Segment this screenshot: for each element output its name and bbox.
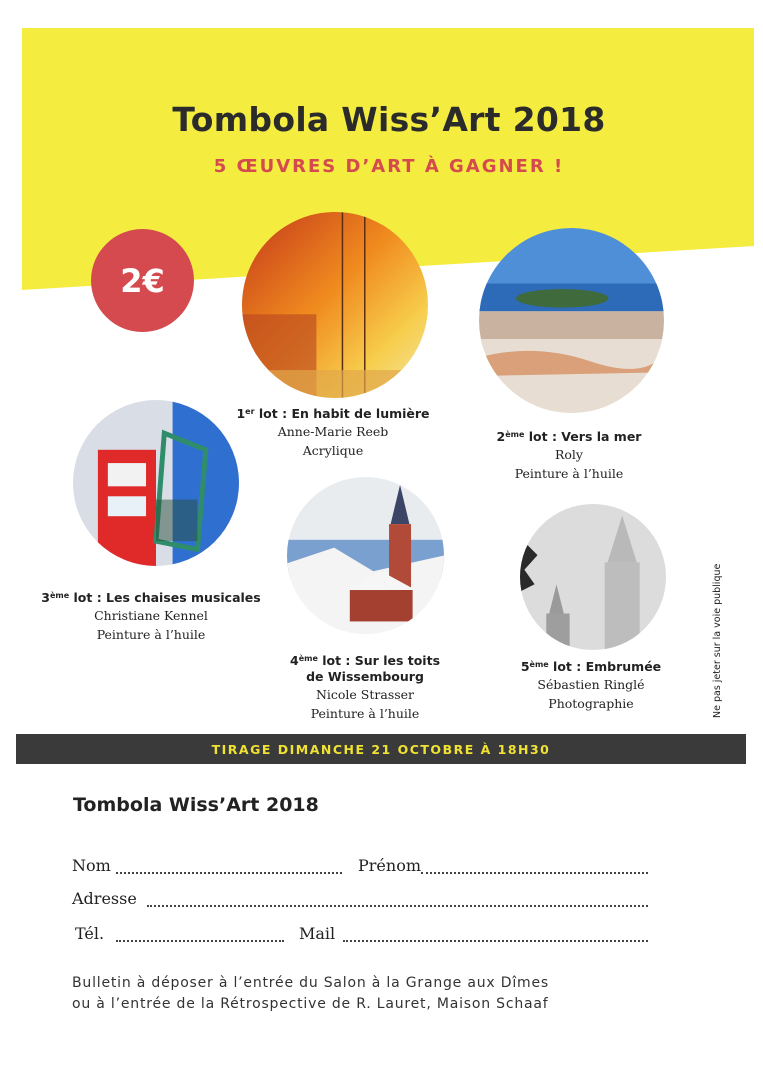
lot-5-image	[520, 504, 666, 650]
lot-4-title: 4ème lot : Sur les toits	[289, 653, 441, 668]
lot-3-caption	[40, 588, 262, 644]
lot-5-caption	[498, 657, 684, 713]
footer-line-1: Bulletin à déposer à l’entrée du Salon à la Grange aux Dîmes	[72, 975, 549, 991]
mail-field[interactable]	[343, 938, 648, 942]
lot-3-title: 3ème lot : Les chaises musicales	[41, 590, 261, 605]
lot-1-title: 1er lot : En habit de lumière	[236, 406, 430, 421]
lot-2-artist: Roly	[555, 447, 583, 462]
adresse-field[interactable]	[147, 903, 648, 907]
lot-1-technique: Acrylique	[302, 443, 364, 458]
lot-5-technique: Photographie	[548, 696, 634, 711]
lot-3-image	[73, 400, 239, 566]
price-badge	[91, 229, 194, 332]
nom-label: Nom	[72, 856, 111, 875]
lot-2-technique: Peinture à l’huile	[514, 466, 624, 481]
page-subtitle: 5 ŒUVRES D’ART À GAGNER !	[213, 156, 565, 177]
lot-1-caption	[228, 404, 438, 460]
draw-banner	[16, 734, 746, 764]
lot-5-artist: Sébastien Ringlé	[537, 677, 645, 692]
lot-1-image	[242, 212, 428, 398]
lot-4-artist: Nicole Strasser	[315, 687, 415, 702]
lot-5-title: 5ème lot : Embrumée	[520, 659, 662, 674]
lot-3-artist: Christiane Kennel	[94, 608, 208, 623]
lot-4-title-line2: de Wissembourg	[306, 669, 424, 684]
lot-4-image	[287, 477, 444, 634]
lot-3-technique: Peinture à l’huile	[96, 627, 206, 642]
lot-1-artist: Anne-Marie Reeb	[277, 424, 389, 439]
footer-line-2: ou à l’entrée de la Rétrospective de R. Lauret, Maison Schaaf	[72, 996, 549, 1012]
mail-label: Mail	[299, 924, 336, 943]
page-title: Tombola Wiss’Art 2018	[172, 100, 606, 139]
draw-banner-text: TIRAGE DIMANCHE 21 OCTOBRE À 18H30	[211, 741, 551, 757]
tel-field[interactable]	[116, 938, 284, 942]
prenom-label: Prénom	[358, 856, 421, 875]
prenom-field[interactable]	[421, 870, 648, 874]
adresse-label: Adresse	[72, 889, 137, 908]
tel-label: Tél.	[75, 924, 105, 943]
price-text: 2€	[120, 261, 165, 300]
lot-4-caption	[272, 651, 458, 723]
side-note: Ne pas jeter sur la voie publique	[712, 563, 723, 718]
lot-2-title: 2ème lot : Vers la mer	[496, 429, 642, 444]
lot-2-caption	[476, 427, 662, 483]
lot-2-image	[479, 228, 664, 413]
coupon-title: Tombola Wiss’Art 2018	[73, 794, 319, 816]
nom-field[interactable]	[116, 870, 342, 874]
lot-4-technique: Peinture à l’huile	[310, 706, 420, 721]
